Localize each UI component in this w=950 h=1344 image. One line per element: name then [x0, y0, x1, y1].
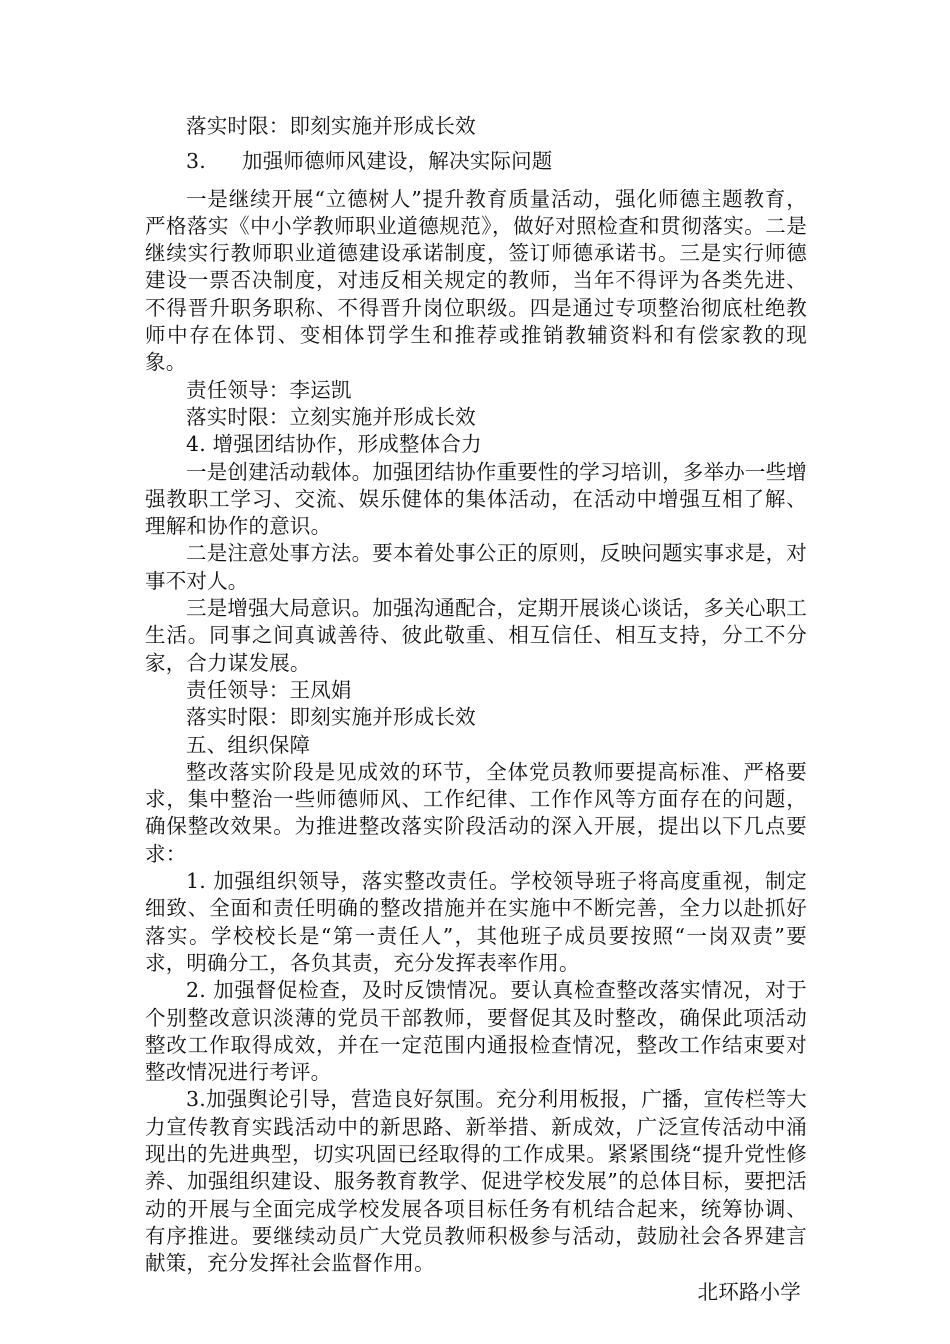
responsible-leader-line: 责任领导：王凤娟	[186, 677, 352, 702]
responsible-leader-line: 责任领导：李运凯	[186, 377, 352, 402]
body-paragraph: 整改落实阶段是见成效的环节，全体党员教师要提高标准、严格要求，集中整治一些师德师风、工作纪律、工作作风等方面存在的问题，确保整改效果。为推进整改落实阶段活动的深入开展，提出以下几点要求：	[145, 759, 807, 866]
section-heading-3	[145, 148, 807, 175]
heading-number: 3.	[186, 149, 206, 174]
body-paragraph: 一是创建活动载体。加强团结协作重要性的学习培训，多举办一些增强教职工学习、交流、娱乐健体的集体活动，在活动中增强互相了解、理解和协作的意识。	[145, 459, 807, 539]
signature: 北环路小学	[697, 1280, 801, 1305]
requirement-item-1: 1. 加强组织领导，落实整改责任。学校领导班子将高度重视，制定细致、全面和责任明确的整改措施并在实施中不断完善，全力以赴抓好落实。学校校长是“第一责任人”，其他班子成员要按照“一岗双责”要求，明确分工，各负其责，充分发挥表率作用。	[145, 869, 807, 975]
requirement-item-3: 3.加强舆论引导，营造良好氛围。充分利用板报，广播，宣传栏等大力宣传教育实践活动中的新思路、新举措、新成效，广泛宣传活动中涌现出的先进典型，切实巩固已经取得的工作成果。紧紧围绕“提升党性修养、加强组织建设、服务教育教学、促进学校发展”的总体目标，要把活动的开展与全面完成学校发展各项目标任务有机结合起来，统筹协调、有序推进。要继续动员广大党员教师积极参与活动，鼓励社会各界建言献策，充分发挥社会监督作用。	[145, 1087, 807, 1276]
body-paragraph: 三是增强大局意识。加强沟通配合，定期开展谈心谈话，多关心职工生活。同事之间真诚善待、彼此敬重、相互信任、相互支持，分工不分家，合力谋发展。	[145, 596, 807, 675]
deadline-line: 落实时限：即刻实施并形成长效	[186, 705, 476, 730]
body-paragraph: 一是继续开展“立德树人”提升教育质量活动，强化师德主题教育，严格落实《中小学教师职业道德规范》，做好对照检查和贯彻落实。二是继续实行教师职业道德建设承诺制度，签订师德承诺书。三是实行师德建设一票否决制度，对违反相关规定的教师，当年不得评为各类先进、不得晋升职务职称、不得晋升岗位职级。四是通过专项整治彻底杜绝教师中存在体罚、变相体罚学生和推荐或推销教辅资料和有偿家教的现象。	[145, 186, 807, 375]
heading-text: 加强师德师风建设，解决实际问题	[242, 149, 553, 174]
deadline-line: 落实时限：即刻实施并形成长效	[186, 114, 476, 138]
deadline-line: 落实时限：立刻实施并形成长效	[186, 404, 476, 429]
section-heading-5: 五、组织保障	[186, 732, 311, 757]
body-paragraph: 二是注意处事方法。要本着处事公正的原则，反映问题实事求是，对事不对人。	[145, 541, 807, 593]
section-heading-4: 4. 增强团结协作，形成整体合力	[186, 432, 482, 457]
requirement-item-2: 2. 加强督促检查，及时反馈情况。要认真检查整改落实情况，对于个别整改意识淡薄的党员干部教师，要督促其及时整改，确保此项活动整改工作取得成效，并在一定范围内通报检查情况，整改工作结束要对整改情况进行考评。	[145, 978, 807, 1085]
document-body	[145, 113, 807, 1307]
